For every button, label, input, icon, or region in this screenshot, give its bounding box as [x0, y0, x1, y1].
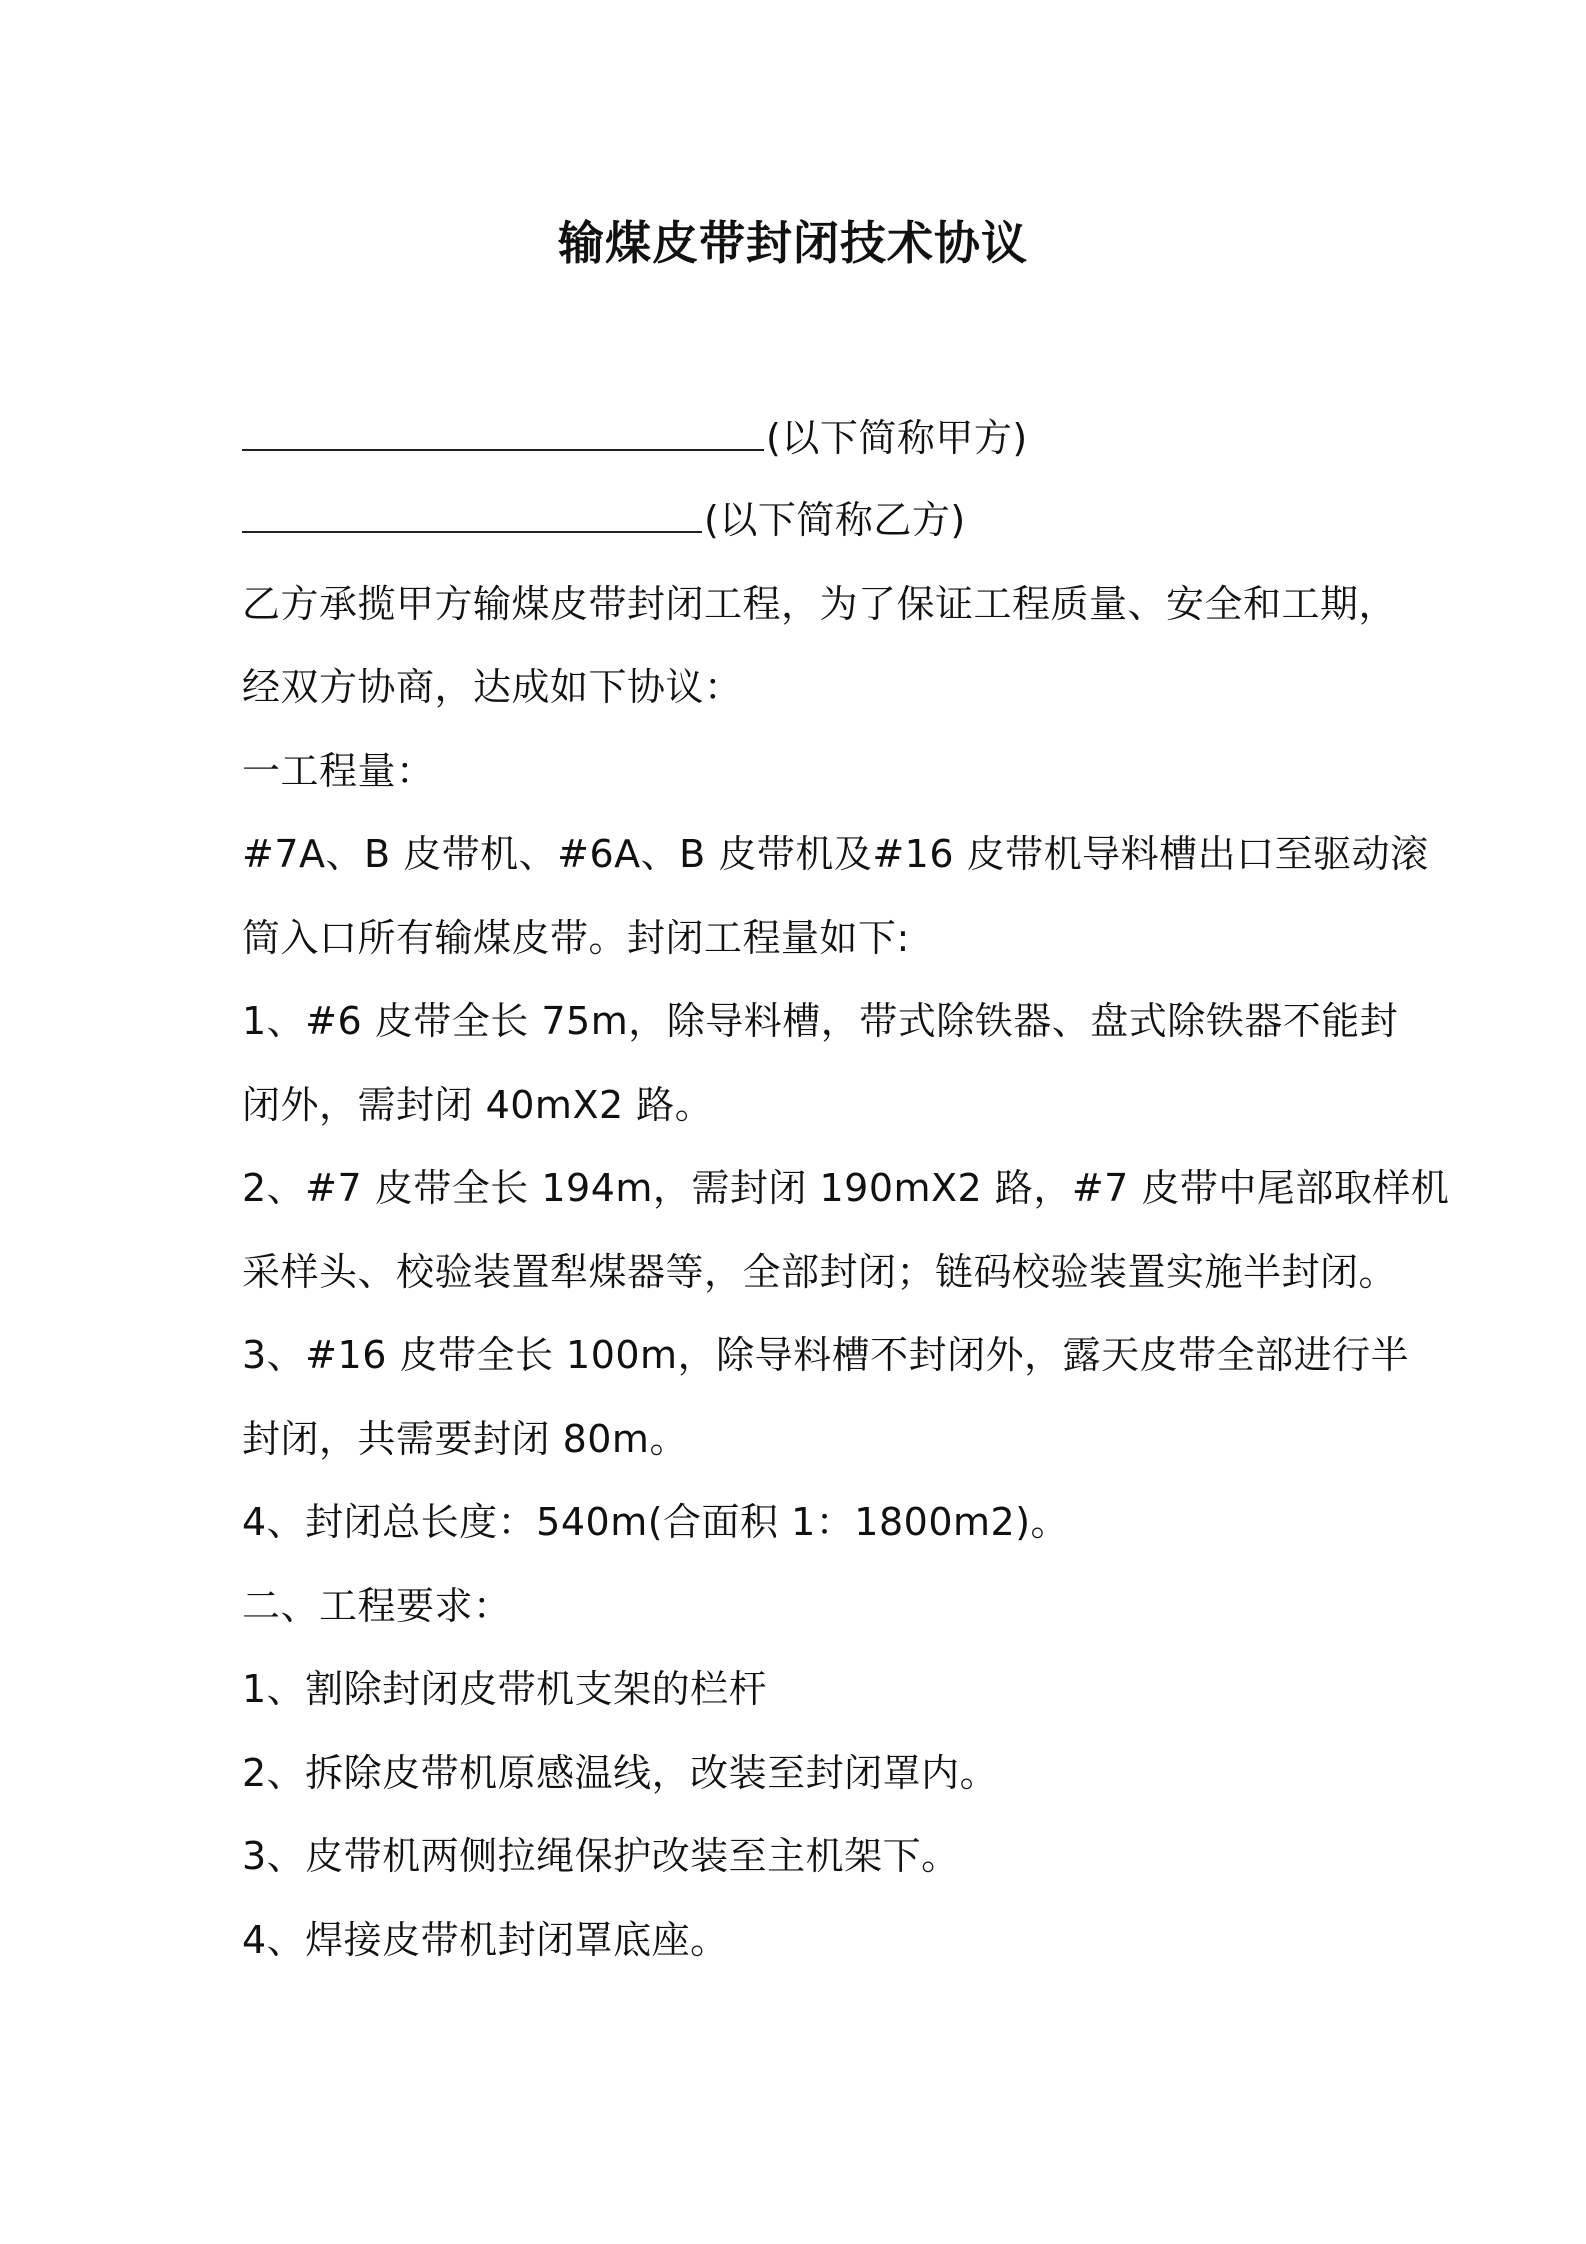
list-item-line: 2、#7 皮带全长 194m，需封闭 190mX2 路，#7 皮带中尾部取样机: [242, 1166, 1450, 1210]
party-b-suffix: (以下简称乙方): [704, 498, 966, 542]
list-item-line: 3、皮带机两侧拉绳保护改装至主机架下。: [242, 1834, 960, 1878]
party-a-suffix: (以下简称甲方): [766, 416, 1028, 460]
list-item-line: 1、割除封闭皮带机支架的栏杆: [242, 1667, 768, 1711]
party-b-blank: [242, 497, 702, 533]
list-item-line: 采样头、校验装置犁煤器等，全部封闭；链码校验装置实施半封闭。: [242, 1250, 1398, 1294]
list-item-line: 1、#6 皮带全长 75m，除导料槽，带式除铁器、盘式除铁器不能封: [242, 999, 1399, 1043]
section-heading: 一工程量：: [242, 749, 435, 793]
paragraph-line: 筒入口所有输煤皮带。封闭工程量如下:: [242, 916, 910, 960]
party-a-blank: [242, 415, 764, 451]
list-item-line: 封闭，共需要封闭 80m。: [242, 1417, 688, 1461]
list-item-line: 4、焊接皮带机封闭罩底座。: [242, 1918, 729, 1962]
list-item-line: 4、封闭总长度：540m(合面积 1：1800m2)。: [242, 1500, 1070, 1544]
paragraph-line: 乙方承揽甲方输煤皮带封闭工程，为了保证工程质量、安全和工期，: [242, 582, 1398, 626]
section-heading: 二、工程要求：: [242, 1584, 512, 1628]
paragraph-line: 经双方协商，达成如下协议：: [242, 665, 743, 709]
party-b-line: [242, 494, 966, 546]
list-item-line: 3、#16 皮带全长 100m，除导料槽不封闭外，露天皮带全部进行半: [242, 1333, 1410, 1377]
party-a-line: [242, 412, 1028, 464]
list-item-line: 2、拆除皮带机原感温线，改装至封闭罩内。: [242, 1751, 999, 1795]
document-title: 输煤皮带封闭技术协议: [558, 216, 1028, 270]
list-item-line: 闭外，需封闭 40mX2 路。: [242, 1083, 714, 1127]
paragraph-line: #7A、B 皮带机、#6A、B 皮带机及#16 皮带机导料槽出口至驱动滚: [242, 832, 1429, 876]
